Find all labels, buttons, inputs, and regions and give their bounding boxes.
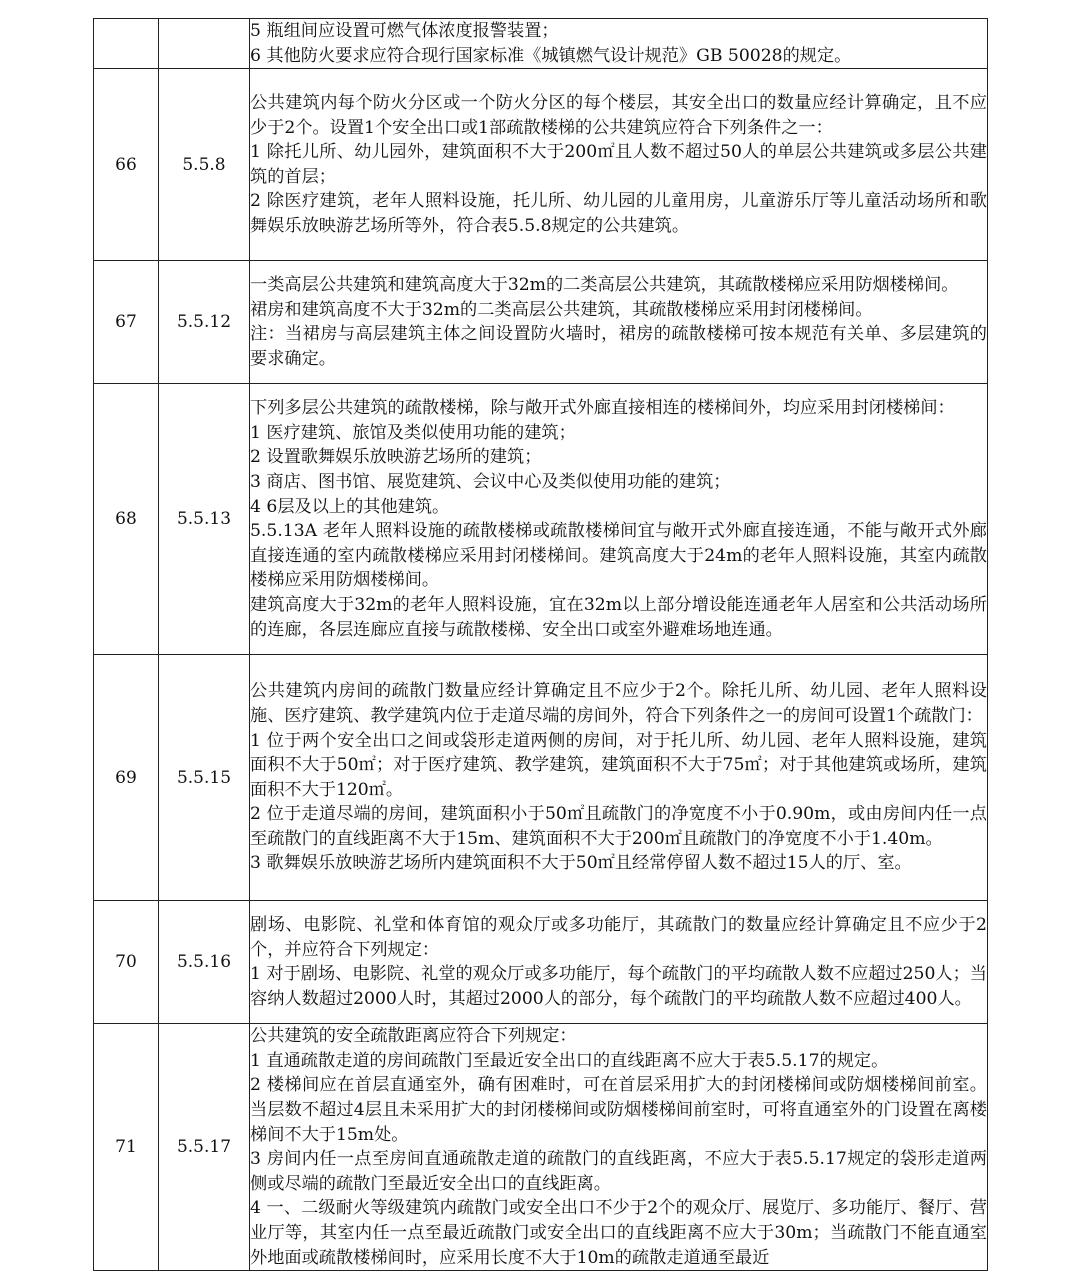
clause-number: 5.5.16 bbox=[159, 901, 250, 1024]
item-number: 66 bbox=[94, 69, 159, 261]
table-body bbox=[94, 19, 988, 1271]
clause-content bbox=[250, 19, 988, 69]
clause-paragraph: 注：当裙房与高层建筑主体之间设置防火墙时，裙房的疏散楼梯可按本规范有关单、多层建筑的要求确定。 bbox=[250, 324, 987, 369]
table-row bbox=[94, 655, 988, 901]
table-row bbox=[94, 1024, 988, 1271]
clause-paragraph: 下列多层公共建筑的疏散楼梯，除与敞开式外廊直接相连的楼梯间外，均应采用封闭楼梯间： bbox=[250, 398, 955, 419]
table-row bbox=[94, 384, 988, 655]
clause-number: 5.5.15 bbox=[159, 655, 250, 901]
clause-paragraph: 公共建筑的安全疏散距离应符合下列规定： bbox=[250, 1026, 577, 1047]
clause-paragraph: 5 瓶组间应设置可燃气体浓度报警装置； bbox=[250, 21, 559, 41]
clause-paragraph: 1 位于两个安全出口之间或袋形走道两侧的房间，对于托儿所、幼儿园、老年人照料设施，建筑面积不大于50㎡；对于医疗建筑、教学建筑，建筑面积不大于75㎡；对于其他建筑或场所，建筑面积不大于120㎡。 bbox=[250, 730, 987, 800]
clause-content bbox=[250, 1024, 988, 1271]
item-number: 71 bbox=[94, 1024, 159, 1271]
clause-paragraph: 2 设置歌舞娱乐放映游艺场所的建筑； bbox=[250, 447, 542, 468]
clause-paragraph: 5.5.13A 老年人照料设施的疏散楼梯或疏散楼梯间宜与敞开式外廊直接连通，不能与敞开式外廊直接连通的室内疏散楼梯应采用封闭楼梯间。建筑高度大于24m的老年人照料设施，其室内疏散楼梯应采用防烟楼梯间。 bbox=[250, 521, 987, 591]
item-number bbox=[94, 19, 159, 69]
table-row bbox=[94, 901, 988, 1024]
table-row bbox=[94, 19, 988, 69]
clause-paragraph: 2 除医疗建筑，老年人照料设施，托儿所、幼儿园的儿童用房，儿童游乐厅等儿童活动场所和歌舞娱乐放映游艺场所等外，符合表5.5.8规定的公共建筑。 bbox=[250, 191, 987, 236]
clause-content bbox=[250, 261, 988, 384]
clause-paragraph: 1 除托儿所、幼儿园外，建筑面积不大于200㎡且人数不超过50人的单层公共建筑或多层公共建筑的首层； bbox=[250, 142, 987, 187]
clause-paragraph: 一类高层公共建筑和建筑高度大于32m的二类高层公共建筑，其疏散楼梯应采用防烟楼梯间。 bbox=[250, 275, 959, 295]
table-row bbox=[94, 69, 988, 261]
clause-paragraph: 1 对于剧场、电影院、礼堂的观众厅或多功能厅，每个疏散门的平均疏散人数不应超过250人；当容纳人数超过2000人时，其超过2000人的部分，每个疏散门的平均疏散人数不应超过400人。 bbox=[250, 964, 987, 1009]
item-number: 69 bbox=[94, 655, 159, 901]
clause-paragraph: 3 房间内任一点至房间直通疏散走道的疏散门的直线距离，不应大于表5.5.17规定的袋形走道两侧或尽端的疏散门至最近安全出口的直线距离。 bbox=[250, 1149, 987, 1194]
clause-paragraph: 2 楼梯间应在首层直通室外，确有困难时，可在首层采用扩大的封闭楼梯间或防烟楼梯间前室。当层数不超过4层且未采用扩大的封闭楼梯间或防烟楼梯间前室时，可将直通室外的门设置在离楼梯间不大于15m处。 bbox=[250, 1075, 987, 1145]
clause-paragraph: 公共建筑内房间的疏散门数量应经计算确定且不应少于2个。除托儿所、幼儿园、老年人照料设施、医疗建筑、教学建筑内位于走道尽端的房间外，符合下列条件之一的房间可设置1个疏散门： bbox=[250, 681, 987, 726]
clause-content bbox=[250, 901, 988, 1024]
item-number: 67 bbox=[94, 261, 159, 384]
clause-paragraph: 公共建筑内每个防火分区或一个防火分区的每个楼层，其安全出口的数量应经计算确定，且不应少于2个。设置1个安全出口或1部疏散楼梯的公共建筑应符合下列条件之一： bbox=[250, 92, 987, 138]
clause-number: 5.5.12 bbox=[159, 261, 250, 384]
fire-code-table bbox=[93, 18, 988, 1271]
clause-paragraph: 1 直通疏散走道的房间疏散门至最近安全出口的直线距离不应大于表5.5.17的规定。 bbox=[250, 1050, 889, 1071]
clause-paragraph: 1 医疗建筑、旅馆及类似使用功能的建筑； bbox=[250, 422, 576, 443]
clause-paragraph: 剧场、电影院、礼堂和体育馆的观众厅或多功能厅，其疏散门的数量应经计算确定且不应少于2个，并应符合下列规定： bbox=[250, 915, 987, 960]
clause-number: 5.5.17 bbox=[159, 1024, 250, 1271]
clause-paragraph: 6 其他防火要求应符合现行国家标准《城镇燃气设计规范》GB 50028的规定。 bbox=[250, 45, 852, 66]
clause-paragraph: 3 商店、图书馆、展览建筑、会议中心及类似使用功能的建筑； bbox=[250, 472, 731, 492]
clause-content bbox=[250, 69, 988, 261]
clause-number: 5.5.8 bbox=[159, 69, 250, 261]
clause-content bbox=[250, 655, 988, 901]
clause-paragraph: 建筑高度大于32m的老年人照料设施，宜在32m以上部分增设能连通老年人居室和公共活动场所的连廊，各层连廊应直接与疏散楼梯、安全出口或室外避难场地连通。 bbox=[250, 594, 987, 640]
clause-paragraph: 2 位于走道尽端的房间，建筑面积小于50㎡且疏散门的净宽度不小于0.90m，或由房间内任一点至疏散门的直线距离不大于15m、建筑面积不大于200㎡且疏散门的净宽度不小于1.40m。 bbox=[250, 804, 987, 849]
clause-number: 5.5.13 bbox=[159, 384, 250, 655]
table-row bbox=[94, 261, 988, 384]
clause-number bbox=[159, 19, 250, 69]
clause-paragraph: 4 6层及以上的其他建筑。 bbox=[250, 496, 450, 517]
item-number: 68 bbox=[94, 384, 159, 655]
clause-content bbox=[250, 384, 988, 655]
clause-paragraph: 裙房和建筑高度不大于32m的二类高层公共建筑，其疏散楼梯应采用封闭楼梯间。 bbox=[250, 299, 873, 320]
clause-paragraph: 3 歌舞娱乐放映游艺场所内建筑面积不大于50㎡且经常停留人数不超过15人的厅、室。 bbox=[250, 853, 912, 874]
clause-paragraph: 4 一、二级耐火等级建筑内疏散门或安全出口不少于2个的观众厅、展览厅、多功能厅、餐厅、营业厅等，其室内任一点至最近疏散门或安全出口的直线距离不应大于30m；当疏散门不能直通室外地面或疏散楼梯间时，应采用长度不大于10m的疏散走道通至最近 bbox=[250, 1198, 987, 1268]
item-number: 70 bbox=[94, 901, 159, 1024]
